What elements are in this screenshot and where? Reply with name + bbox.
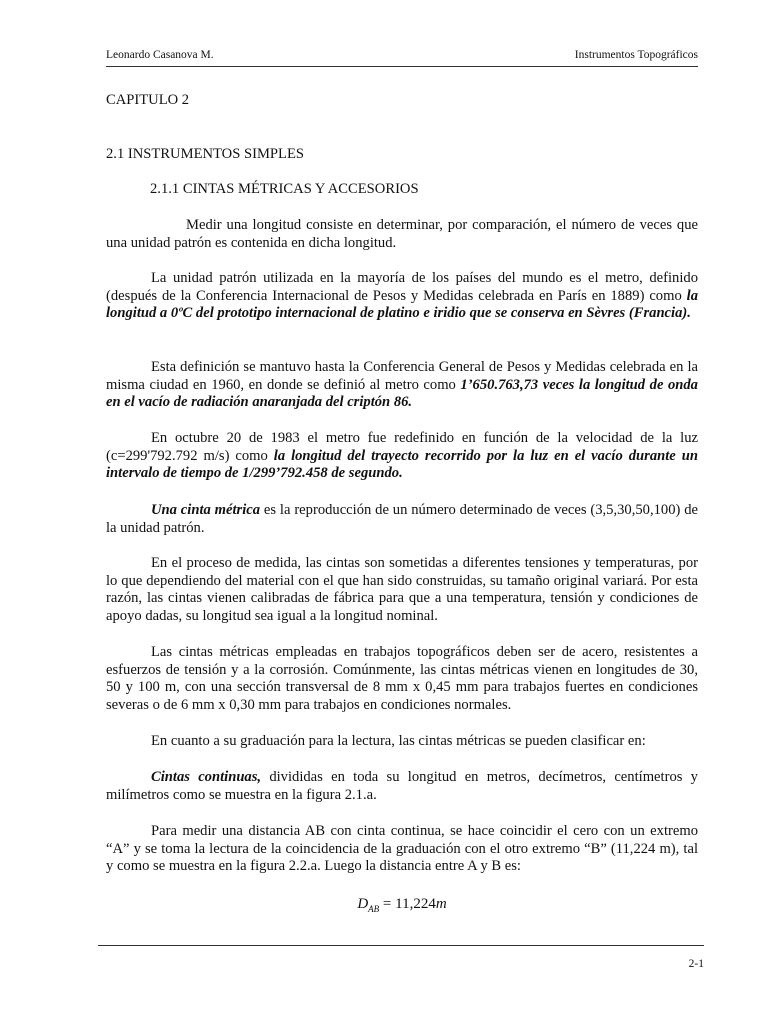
page-footer <box>98 945 704 970</box>
subsection-title: 2.1.1 CINTAS MÉTRICAS Y ACCESORIOS <box>150 181 419 197</box>
section-title: 2.1 INSTRUMENTOS SIMPLES <box>106 146 304 162</box>
page-header <box>106 46 698 67</box>
paragraph: Medir una longitud consiste en determinar, por comparación, el número de veces que una unidad patrón es contenida en dicha longitud. <box>106 217 698 251</box>
page-number: 2-1 <box>688 958 704 970</box>
emphasis: la longitud del trayecto recorrido por la luz en el vacío durante un intervalo de tiempo de 1/299’792.458 de segundo. <box>106 447 698 482</box>
paragraph: Cintas continuas, divididas en toda su longitud en metros, decímetros, centímetros y milímetros como se muestra en la figura 2.1.a. <box>106 769 698 803</box>
emphasis: la longitud a 0ºC del prototipo internacional de platino e iridio que se conserva en Sèvres (Francia). <box>106 287 698 322</box>
emphasis: Cintas continuas, <box>151 769 262 785</box>
emphasis: 1’650.763,73 veces la longitud de onda en el vacío de radiación anaranjada del criptón 86. <box>106 376 698 411</box>
paragraph: Las cintas métricas empleadas en trabajos topográficos deben ser de acero, resistentes a esfuerzos de tensión y a la corrosión. Comúnmente, las cintas métricas vienen en longitudes de 30, 50 y 100 m, con una sección transversal de 8 mm x 0,45 mm para trabajos fuertes en condiciones severas o de 6 mm x 0,30 mm para trabajos en condiciones normales. <box>106 644 698 713</box>
distance-formula: $D_{AB} = 11,224m$ <box>357 896 447 914</box>
paragraph: Una cinta métrica es la reproducción de un número determinado de veces (3,5,30,50,100) de la unidad patrón. <box>106 502 698 536</box>
paragraph: En octubre 20 de 1983 el metro fue redefinido en función de la velocidad de la luz (c=299'792.792 m/s) como la longitud del trayecto recorrido por la luz en el vacío durante un intervalo de tiempo de 1/299’792.458 de segundo. <box>106 430 698 482</box>
emphasis: Una cinta métrica <box>151 502 261 518</box>
paragraph: En cuanto a su graduación para la lectura, las cintas métricas se pueden clasificar en: <box>151 733 646 749</box>
paragraph: En el proceso de medida, las cintas son sometidas a diferentes tensiones y temperaturas, por lo que dependiendo del material con el que han sido construidas, su tamaño original variará. Por esta razón, las cintas vienen calibradas de fábrica para que a una temperatura, tensión y condiciones de apoyo dadas, su longitud sea igual a la longitud nominal. <box>106 555 698 624</box>
header-author: Leonardo Casanova M. <box>106 49 214 61</box>
chapter-title: CAPITULO 2 <box>106 92 190 108</box>
header-book-title: Instrumentos Topográficos <box>574 49 698 61</box>
paragraph: Esta definición se mantuvo hasta la Conferencia General de Pesos y Medidas celebrada en la misma ciudad en 1960, en donde se definió al metro como 1’650.763,73 veces la longitud de onda en el vacío de radiación anaranjada del criptón 86. <box>106 359 698 411</box>
paragraph: Para medir una distancia AB con cinta continua, se hace coincidir el cero con un extremo “A” y se toma la lectura de la coincidencia de la graduación con el otro extremo “B” (11,224 m), tal y como se muestra en la figura 2.2.a. Luego la distancia entre A y B es: <box>106 823 698 875</box>
paragraph: La unidad patrón utilizada en la mayoría de los países del mundo es el metro, definido (después de la Conferencia Internacional de Pesos y Medidas celebrada en París en 1889) como la longitud a 0ºC del prototipo internacional de platino e iridio que se conserva en Sèvres (Francia). <box>106 270 698 322</box>
